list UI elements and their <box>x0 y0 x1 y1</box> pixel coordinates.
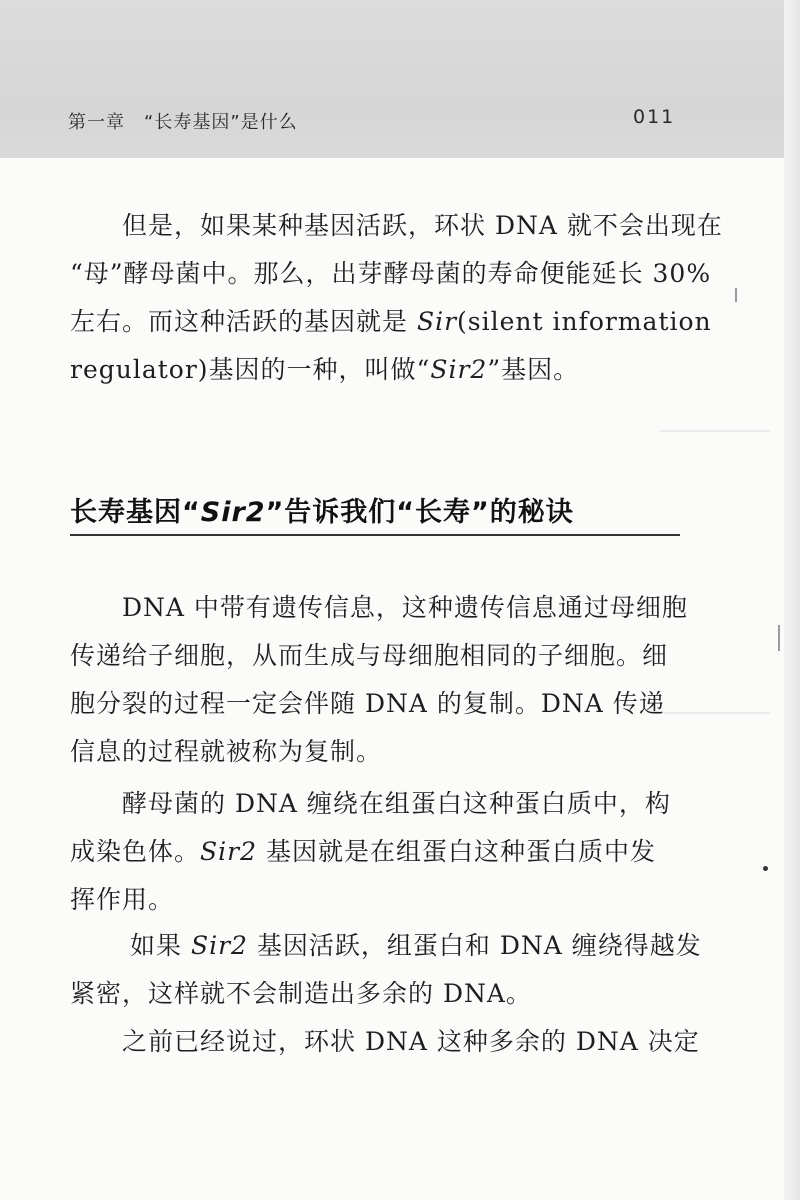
page-number: 011 <box>633 106 676 128</box>
bleed-through-line <box>660 430 770 432</box>
text-line: 之前已经说过，环状 DNA 这种多余的 DNA 决定 <box>122 1027 700 1056</box>
text-line: 但是，如果某种基因活跃，环状 DNA 就不会出现在 <box>122 211 723 240</box>
heading-underline <box>70 534 680 536</box>
paragraph-2 <box>70 584 688 776</box>
paragraph-3 <box>70 780 680 924</box>
text-line: 左右。而这种活跃的基因就是 Sir(silent information <box>70 307 712 336</box>
paragraph-4 <box>70 922 702 1018</box>
chapter-title: 第一章 “长寿基因”是什么 <box>68 112 298 133</box>
text-line: 如果 Sir2 基因活跃，组蛋白和 DNA 缠绕得越发 <box>130 931 702 960</box>
text-line: DNA 中带有遗传信息，这种遗传信息通过母细胞 <box>122 593 688 622</box>
text-line: regulator)基因的一种，叫做“Sir2”基因。 <box>70 355 580 384</box>
text-line: 紧密，这样就不会制造出多余的 DNA。 <box>70 979 532 1008</box>
text-line: 酵母菌的 DNA 缠绕在组蛋白这种蛋白质中，构 <box>122 789 671 818</box>
text-line: 传递给子细胞，从而生成与母细胞相同的子细胞。细 <box>70 641 669 670</box>
scan-mark <box>778 625 780 651</box>
section-heading: 长寿基因“Sir2”告诉我们“长寿”的秘诀 <box>70 497 574 528</box>
paragraph-1 <box>70 202 723 394</box>
text-line: 信息的过程就被称为复制。 <box>70 737 383 766</box>
running-header <box>0 0 784 158</box>
text-line: 成染色体。Sir2 基因就是在组蛋白这种蛋白质中发 <box>70 837 656 866</box>
page-edge-shadow <box>784 0 800 1200</box>
text-line: 胞分裂的过程一定会伴随 DNA 的复制。DNA 传递 <box>70 689 665 718</box>
paragraph-5 <box>70 1018 700 1066</box>
text-line: “母”酵母菌中。那么，出芽酵母菌的寿命便能延长 30% <box>70 259 712 288</box>
scan-mark <box>735 288 737 302</box>
scan-mark <box>763 866 768 871</box>
text-line: 挥作用。 <box>70 885 175 914</box>
